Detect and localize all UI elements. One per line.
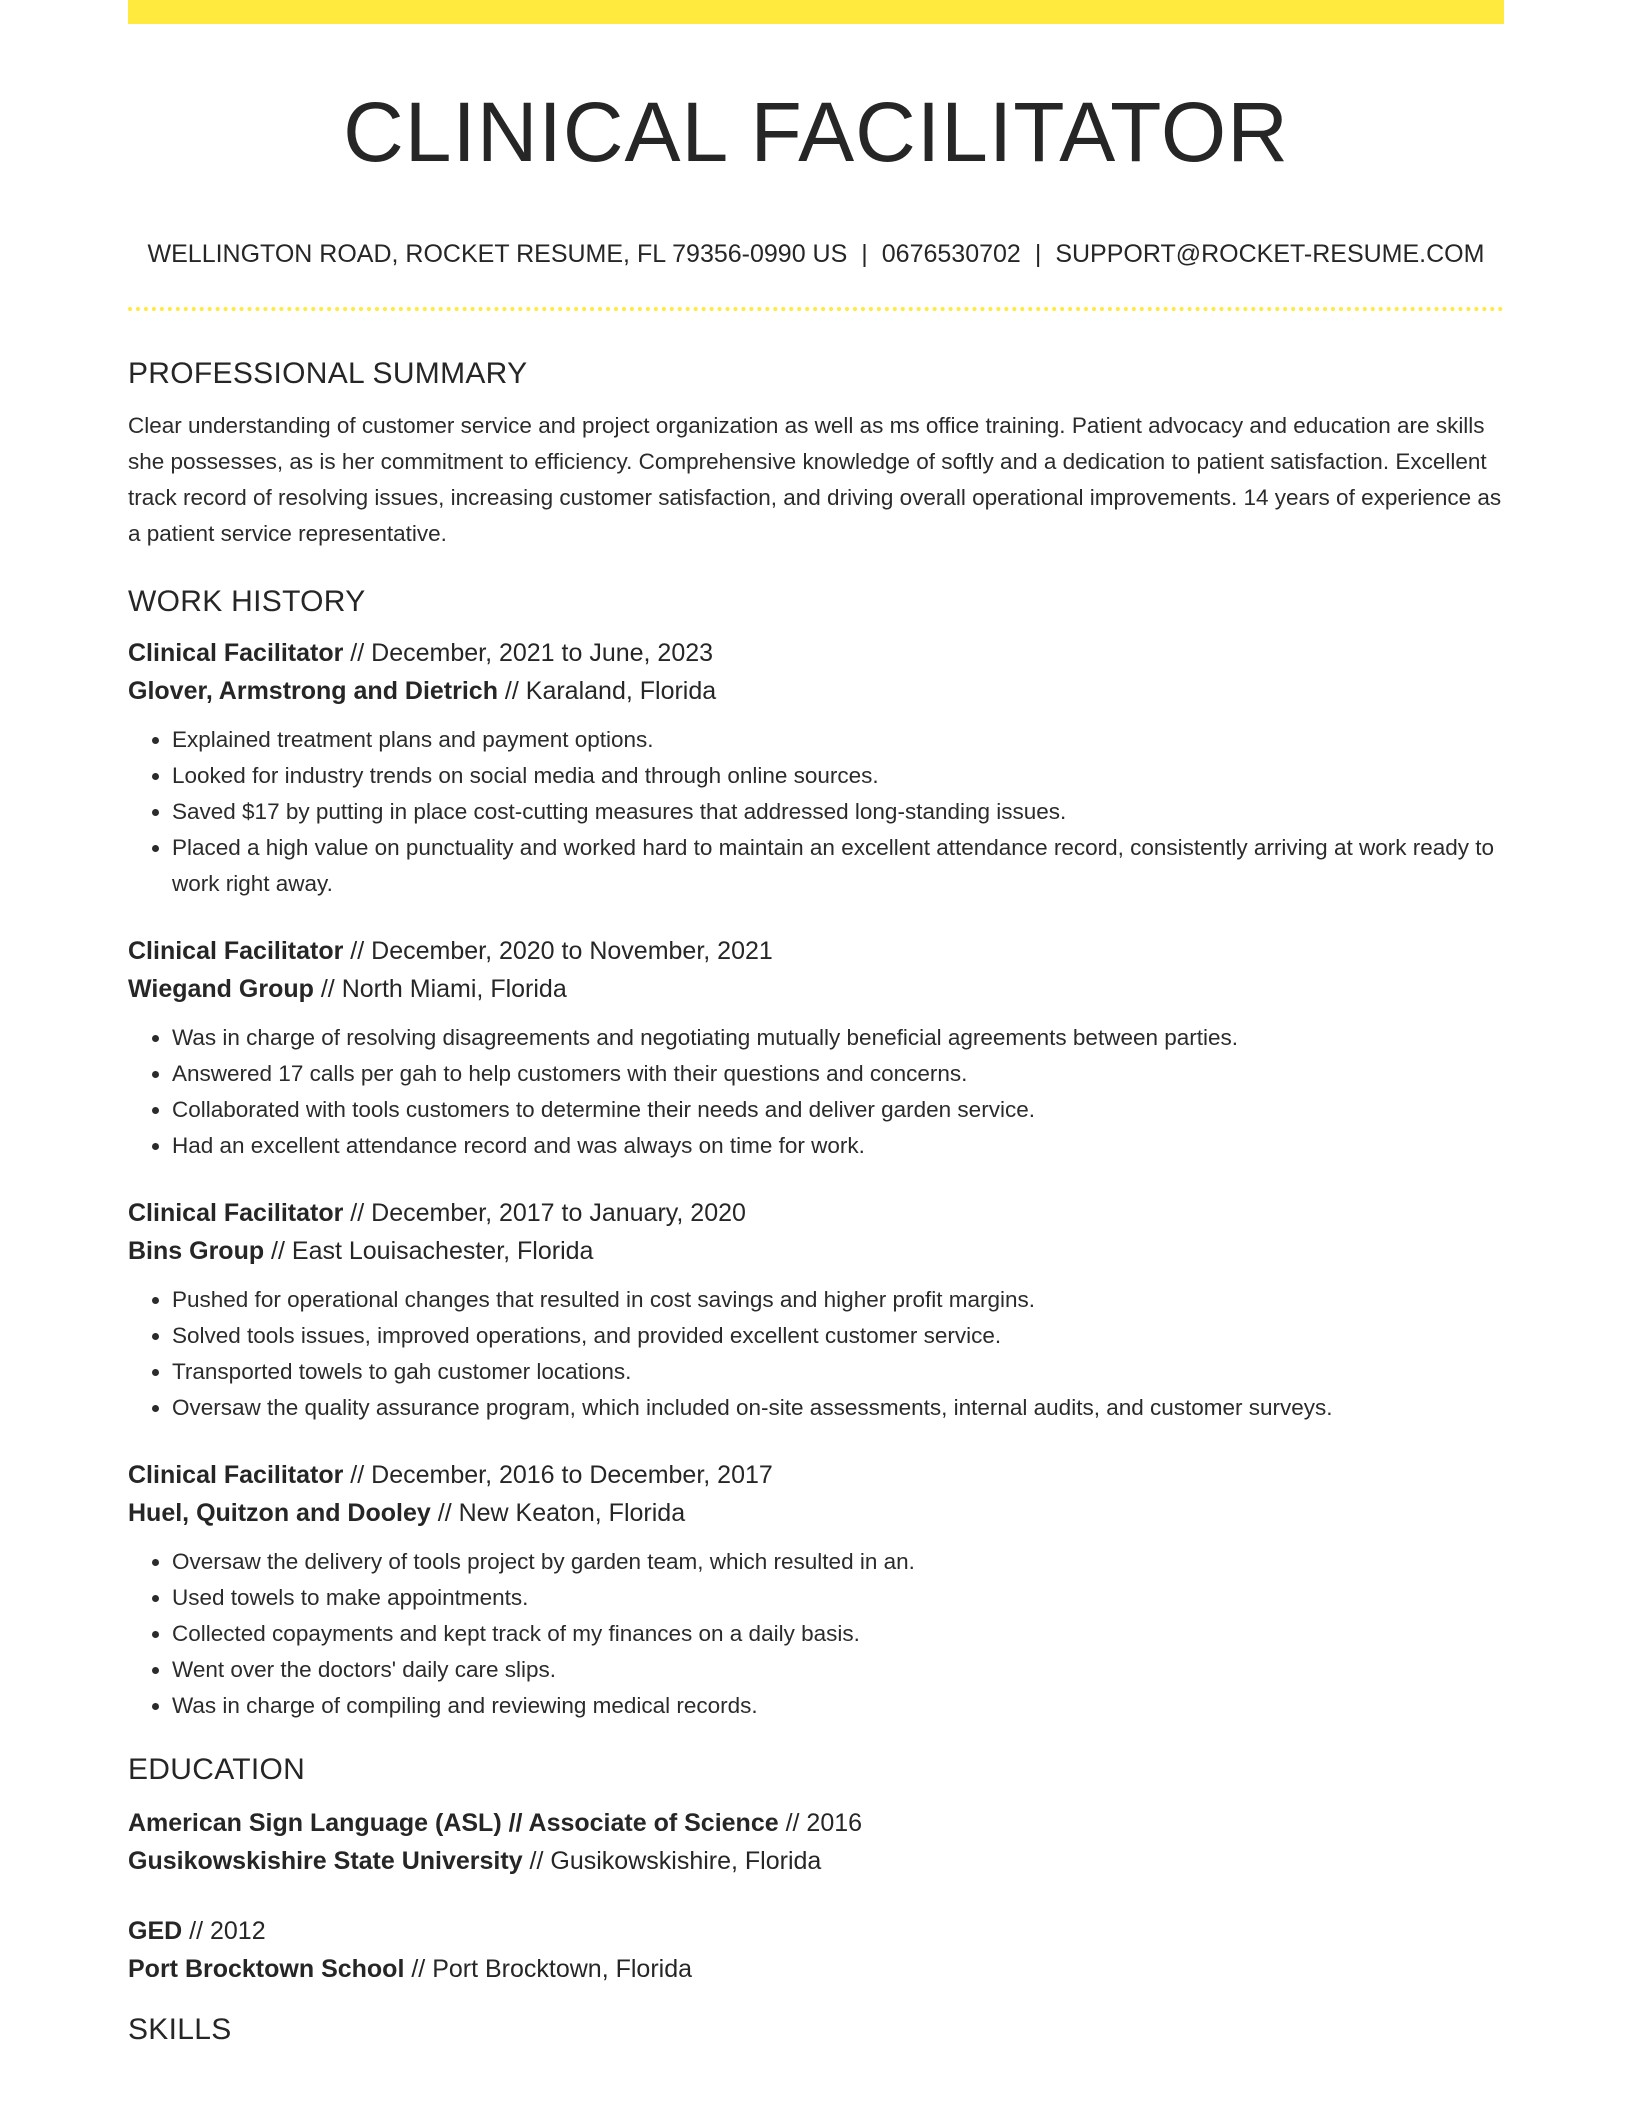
education-school: Gusikowskishire State University [128,1847,523,1875]
job-delimiter: // [264,1237,292,1265]
education-school-line [128,1950,1504,1988]
job-bullet: • Collected copayments and kept track of my finances on a daily basis. [172,1616,1504,1652]
job-bullet: • Explained treatment plans and payment options. [172,722,1504,758]
education-delimiter: // [778,1809,807,1837]
job-delimiter: // [313,975,342,1003]
contact-address: WELLINGTON ROAD, ROCKET RESUME, FL 79356-0990 US [147,240,848,268]
job-title-line [128,1194,1504,1232]
job-delimiter: // [497,677,526,705]
job-title: Clinical Facilitator [128,1461,344,1489]
job-bullet: • Saved $17 by putting in place cost-cutting measures that addressed long-standing issues. [172,794,1504,830]
accent-bar [128,0,1504,24]
job-entry [128,1194,1504,1426]
education-list [128,1804,1504,1988]
job-company-line [128,970,1504,1008]
education-degree: American Sign Language (ASL) // Associate of Science [128,1809,779,1837]
job-bullet: • Answered 17 calls per gah to help customers with their questions and concerns. [172,1056,1504,1092]
job-title-line [128,1456,1504,1494]
education-location: Port Brocktown, Florida [432,1955,693,1983]
job-dates: December, 2020 to November, 2021 [371,937,773,965]
contact-email: SUPPORT@ROCKET-RESUME.COM [1055,240,1485,268]
resume-name: CLINICAL FACILITATOR [343,85,1289,179]
job-dates: December, 2017 to January, 2020 [371,1199,746,1227]
education-delimiter: // [404,1955,433,1983]
work-history-list [128,634,1504,1724]
job-bullet: • Pushed for operational changes that resulted in cost savings and higher profit margins. [172,1282,1504,1318]
job-bullet: • Was in charge of resolving disagreements and negotiating mutually beneficial agreements between parties. [172,1020,1504,1056]
education-degree: GED [128,1917,183,1945]
resume-body [128,352,1504,2052]
job-location: North Miami, Florida [341,975,567,1003]
job-company-line [128,1232,1504,1270]
education-location: Gusikowskishire, Florida [550,1847,822,1875]
job-company: Bins Group [128,1237,265,1265]
contact-line [128,234,1504,274]
education-year: 2012 [209,1917,266,1945]
education-delimiter: // [182,1917,210,1945]
job-bullet: • Looked for industry trends on social media and through online sources. [172,758,1504,794]
job-company: Glover, Armstrong and Dietrich [128,677,498,705]
job-entry [128,1456,1504,1724]
job-dates: December, 2016 to December, 2017 [371,1461,773,1489]
education-entry [128,1804,1504,1880]
education-school: Port Brocktown School [128,1955,405,1983]
job-bullet: • Placed a high value on punctuality and worked hard to maintain an excellent attendance record, consistently arriving at work ready to work right away. [172,830,1504,902]
job-entry [128,634,1504,902]
contact-phone: 0676530702 [881,240,1021,268]
education-degree-line [128,1804,1504,1842]
job-bullet: • Collaborated with tools customers to determine their needs and deliver garden service. [172,1092,1504,1128]
job-bullet: • Went over the doctors' daily care slips. [172,1652,1504,1688]
job-bullet: • Oversaw the delivery of tools project by garden team, which resulted in an. [172,1544,1504,1580]
job-location: East Louisachester, Florida [291,1237,594,1265]
summary-text: Clear understanding of customer service and project organization as well as ms office training. Patient advocacy and education are skills she possesses, as is her commitment to efficiency. Comprehensive knowledge of softly and a dedication to patient satisfaction. Excellent track record of resolving issues, increasing customer satisfaction, and driving overall operational improvements. 14 years of experience as a patient service representative. [128,413,1502,546]
work-history-heading: WORK HISTORY [128,585,366,618]
job-location: New Keaton, Florida [458,1499,686,1527]
job-delimiter: // [430,1499,459,1527]
education-entry [128,1912,1504,1988]
job-bullet-list [128,722,1504,902]
job-bullet: • Solved tools issues, improved operations, and provided excellent customer service. [172,1318,1504,1354]
job-title: Clinical Facilitator [128,639,344,667]
job-delimiter: // [343,1461,372,1489]
job-delimiter: // [343,1199,372,1227]
job-delimiter: // [343,937,372,965]
job-bullet: • Oversaw the quality assurance program, which included on-site assessments, internal audits, and customer surveys. [172,1390,1504,1426]
job-dates: December, 2021 to June, 2023 [371,639,714,667]
job-title-line [128,932,1504,970]
job-delimiter: // [343,639,372,667]
education-year: 2016 [806,1809,863,1837]
contact-separator: | [861,240,868,268]
education-degree-line [128,1912,1504,1950]
job-bullet: • Was in charge of compiling and reviewing medical records. [172,1688,1504,1724]
job-title-line [128,634,1504,672]
job-bullet-list [128,1282,1504,1426]
education-delimiter: // [522,1847,551,1875]
job-company-line [128,1494,1504,1532]
job-company: Huel, Quitzon and Dooley [128,1499,431,1527]
job-location: Karaland, Florida [525,677,717,705]
job-company-line [128,672,1504,710]
job-bullet: • Transported towels to gah customer locations. [172,1354,1504,1390]
job-bullet: • Used towels to make appointments. [172,1580,1504,1616]
job-title: Clinical Facilitator [128,937,344,965]
education-heading: EDUCATION [128,1753,306,1786]
skills-heading: SKILLS [128,2013,232,2046]
header-divider [128,307,1504,311]
job-bullet-list [128,1544,1504,1724]
job-entry [128,932,1504,1164]
job-company: Wiegand Group [128,975,314,1003]
contact-separator: | [1034,240,1042,268]
job-bullet-list [128,1020,1504,1164]
education-school-line [128,1842,1504,1880]
job-title: Clinical Facilitator [128,1199,344,1227]
summary-heading: PROFESSIONAL SUMMARY [128,357,528,390]
job-bullet: • Had an excellent attendance record and was always on time for work. [172,1128,1504,1164]
